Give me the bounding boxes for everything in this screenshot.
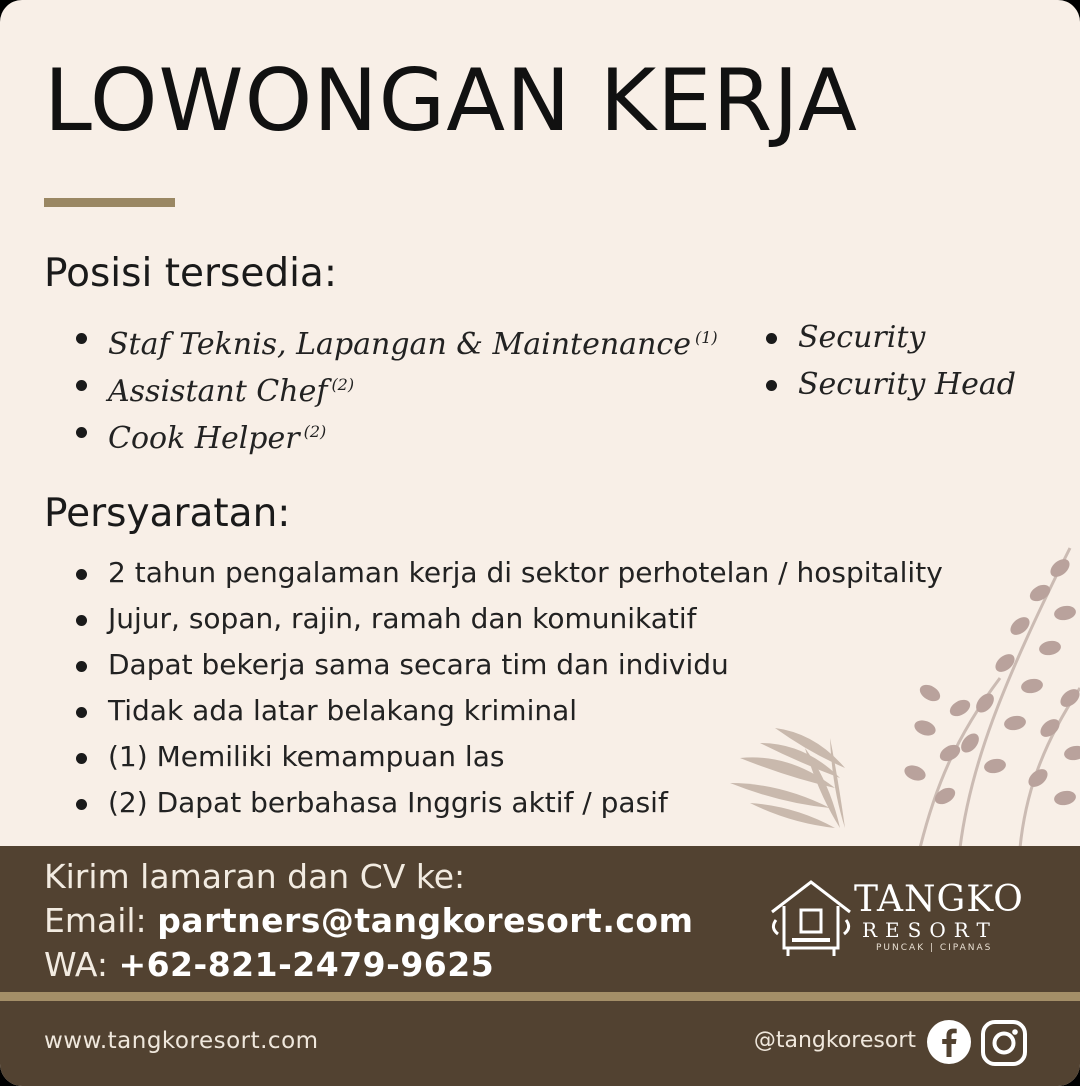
footer-band	[0, 1001, 1080, 1086]
logo-name: TANGKO	[854, 879, 1024, 920]
list-item: 2 tahun pengalaman kerja di sektor perhotelan / hospitality	[76, 550, 943, 596]
list-item	[766, 361, 1016, 408]
position-note: (1)	[694, 328, 718, 347]
position-label: Security Head	[798, 367, 1016, 402]
list-item	[76, 314, 718, 361]
position-note: (2)	[331, 375, 355, 394]
gold-divider	[0, 992, 1080, 1001]
logo-location: PUNCAK | CIPANAS	[876, 943, 993, 953]
email-link[interactable]: partners@tangkoresort.com	[157, 901, 694, 940]
wa-label: WA:	[44, 945, 108, 984]
position-label: Staf Teknis, Lapangan & Maintenance	[108, 327, 691, 362]
position-note: (2)	[303, 422, 327, 441]
positions-list-left	[76, 314, 718, 455]
house-logo-icon	[768, 876, 854, 962]
title-underline	[44, 198, 175, 207]
email-label: Email:	[44, 901, 147, 940]
leaf-decoration	[720, 538, 1080, 848]
resort-logo	[768, 876, 1038, 962]
contact-intro: Kirim lamaran dan CV ke:	[44, 857, 466, 896]
position-label: Security	[798, 320, 926, 355]
list-item: (2) Dapat berbahasa Inggris aktif / pasif	[76, 780, 943, 826]
list-item: Tidak ada latar belakang kriminal	[76, 688, 943, 734]
wa-number[interactable]: +62-821-2479-9625	[118, 945, 495, 984]
instagram-icon[interactable]	[980, 1019, 1028, 1067]
poster-title: LOWONGAN KERJA	[44, 51, 858, 151]
position-label: Assistant Chef	[108, 374, 328, 409]
positions-heading: Posisi tersedia:	[44, 251, 337, 296]
list-item: Jujur, sopan, rajin, ramah dan komunikatif	[76, 596, 943, 642]
list-item: Dapat bekerja sama secara tim dan individu	[76, 642, 943, 688]
requirements-heading: Persyaratan:	[44, 491, 291, 536]
website-link[interactable]: www.tangkoresort.com	[44, 1028, 319, 1054]
list-item	[76, 361, 718, 408]
list-item	[766, 314, 1016, 361]
logo-subtitle: RESORT	[862, 918, 998, 942]
list-item	[76, 408, 718, 455]
contact-wa-row	[44, 945, 495, 984]
facebook-icon[interactable]	[926, 1019, 972, 1065]
position-label: Cook Helper	[108, 421, 300, 456]
list-item: (1) Memiliki kemampuan las	[76, 734, 943, 780]
positions-list-right	[766, 314, 1016, 408]
contact-email-row	[44, 901, 694, 940]
social-handle[interactable]: @tangkoresort	[753, 1028, 916, 1053]
